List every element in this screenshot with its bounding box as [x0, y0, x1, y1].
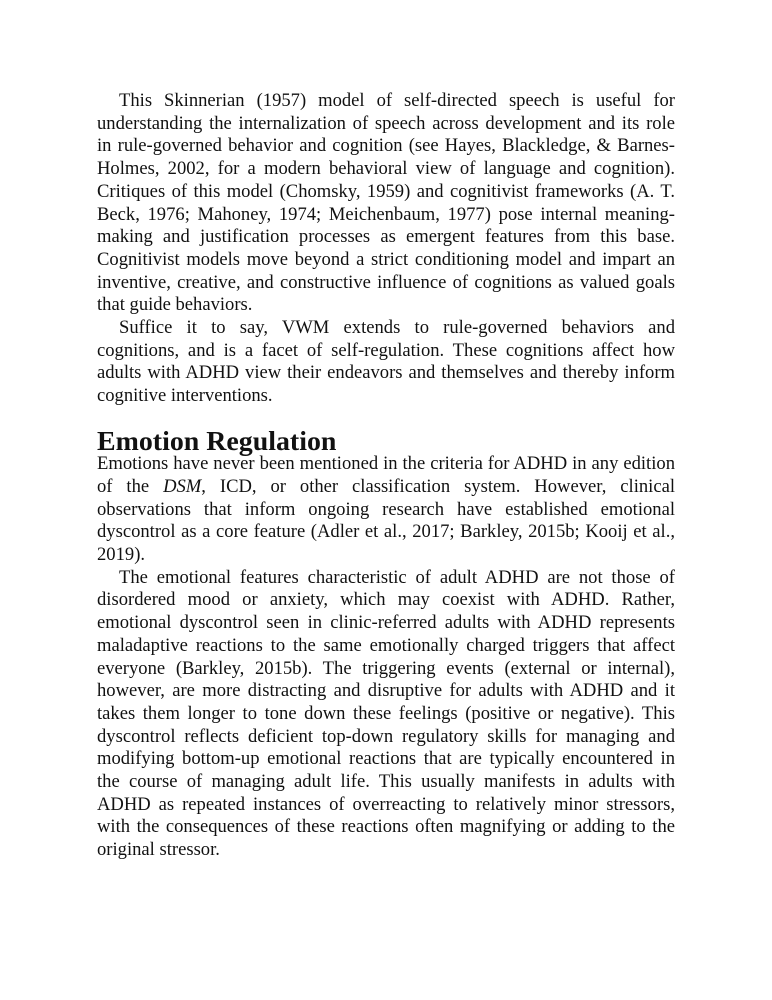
paragraph-emotional-features: The emotional features characteristic of adult ADHD are not those of disordered mood or anxiety, which may coexist with ADHD. Rather, emotional dyscontrol seen in clinic-referred adults with ADHD represents maladaptive reactions to the same emotionally charged triggers that affect everyone (Barkley, 2015b). The triggering events (external or internal), however, are more distracting and disruptive for adults with ADHD and it takes them longer to tone down these feelings (positive or negative). This dyscontrol reflects deficient top-down regulatory skills for managing and modifying bottom-up emotional reactions that are typically encountered in the course of managing adult life. This usually manifests in adults with ADHD as repeated instances of overreacting to relatively minor stressors, with the consequences of these reactions often magnifying or adding to the original stressor.	[97, 566, 675, 861]
section-heading: Emotion Regulation	[97, 425, 337, 457]
paragraph-text-after-dsm: , ICD, or other classification system. However, clinical observations that inform ongoing research have established emotional dyscontrol as a core feature (Adler et al., 2017; Barkley, 2015b; Kooij et al., 2019).	[97, 475, 675, 566]
paragraph-vwm-summary: Suffice it to say, VWM extends to rule-governed behaviors and cognitions, and is a facet of self-regulation. These cognitions affect how adults with ADHD view their endeavors and themselves and thereby inform cognitive interventions.	[97, 317, 675, 407]
dsm-italic-text: DSM	[163, 475, 202, 497]
paragraph-skinnerian-model: This Skinnerian (1957) model of self-directed speech is useful for understanding the internalization of speech across development and its role in rule-governed behavior and cognition (see Hayes, Blackledge, & Barnes-Holmes, 2002, for a modern behavioral view of language and cognition). Critiques of this model (Chomsky, 1959) and cognitivist frameworks (A. T. Beck, 1976; Mahoney, 1974; Meichenbaum, 1977) pose internal meaning-making and justification processes as emergent features from this base. Cognitivist models move beyond a strict conditioning model and impart an inventive, creative, and constructive influence of cognitions as valued goals that guide behaviors.	[97, 90, 675, 316]
paragraph-text-before-dsm: Emotions have never been mentioned in the criteria for ADHD in any edition of the	[97, 453, 675, 497]
paragraph-emotions-criteria	[97, 453, 675, 567]
document-page	[97, 90, 675, 862]
